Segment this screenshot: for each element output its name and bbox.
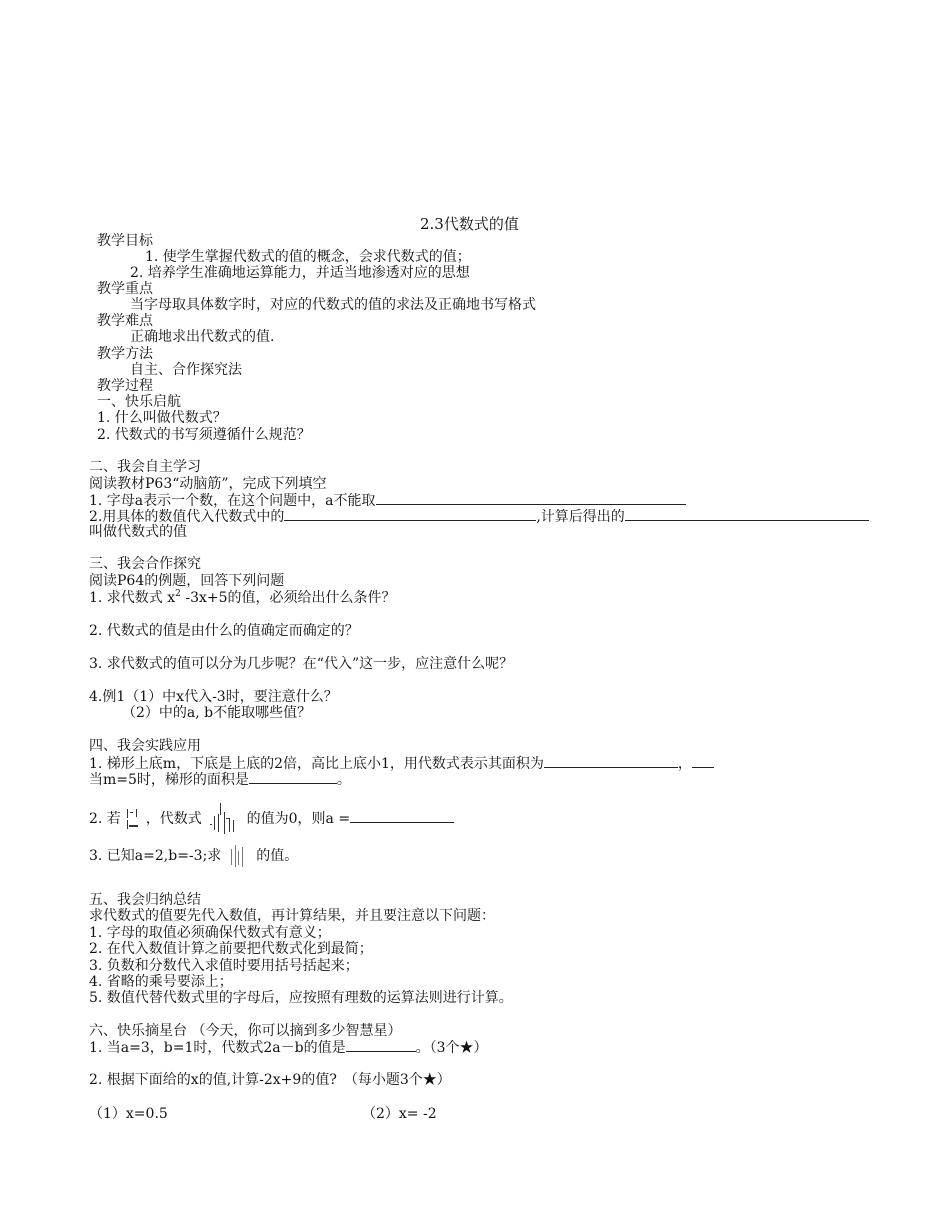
- exponent: 2: [175, 589, 181, 599]
- section-1-question: 1. 什么叫做代数式？: [97, 410, 227, 426]
- summary-item: 1. 字母的取值必须确保代数式有意义；: [89, 925, 331, 941]
- section-6-question: 2. 根据下面给的x的值,计算-2x+9的值? （每小题3个★）: [89, 1072, 451, 1088]
- answer-blank[interactable]: [346, 1039, 416, 1052]
- line-text: 当m=5时，梯形的面积是: [89, 772, 249, 788]
- section-6-part: （1）x=0.5: [89, 1106, 168, 1122]
- section-6-heading: 六、快乐摘星台 （今天，你可以摘到多少智慧星）: [89, 1023, 402, 1039]
- line-text: 的值为0，则a =: [246, 811, 351, 827]
- section-5-intro: 求代数式的值要先代入数值，再计算结果，并且要注意以下问题：: [89, 908, 495, 924]
- section-3-question: 2. 代数式的值是由什么的值确定而确定的？: [89, 623, 359, 639]
- broken-formula-image: [125, 807, 141, 831]
- section-2-line: [89, 492, 686, 509]
- objective-item: 1. 使学生掌握代数式的值的概念，会求代数式的值；: [145, 249, 471, 265]
- section-2-line: [89, 508, 869, 525]
- broken-formula-image: [226, 843, 252, 869]
- line-text: 。: [336, 772, 351, 788]
- answer-blank[interactable]: [376, 492, 686, 505]
- line-text: -3x+5的值，必须给出什么条件？: [180, 590, 396, 606]
- summary-item: 2. 在代入数值计算之前要把代数式化到最简；: [89, 941, 373, 957]
- method-text: 自主、合作探究法: [130, 362, 242, 378]
- summary-item: 3. 负数和分数代入求值时要用括号括起来；: [89, 958, 359, 974]
- section-3-question: 3. 求代数式的值可以分为几步呢？在“代入”这一步，应注意什么呢？: [89, 656, 514, 672]
- section-4-question: [89, 755, 714, 772]
- section-6-question: [89, 1039, 488, 1056]
- broken-formula-image: [206, 802, 242, 836]
- line-text: 1. 梯形上底m，下底是上底的2倍，高比上底小1，用代数式表示其面积为: [89, 756, 544, 772]
- answer-blank[interactable]: [350, 810, 454, 823]
- section-4-heading: 四、我会实践应用: [89, 738, 201, 754]
- section-4-question: [89, 843, 298, 869]
- line-text: 2.用具体的数值代入代数式中的: [89, 509, 285, 525]
- key-point-text: 当字母取具体数字时，对应的代数式的值的求法及正确地书写格式: [130, 297, 536, 313]
- summary-item: 4. 省略的乘号要添上；: [89, 974, 233, 990]
- section-3-heading: 三、我会合作探究: [89, 556, 201, 572]
- line-text: 。（3个★）: [415, 1040, 488, 1056]
- section-2-intro: 阅读教材P63“动脑筋”，完成下列填空: [89, 476, 327, 492]
- answer-blank[interactable]: [544, 755, 678, 768]
- objective-item: 2. 培养学生准确地运算能力，并适当地渗透对应的思想: [130, 265, 470, 281]
- section-2-line: 叫做代数式的值: [89, 524, 187, 540]
- key-point-heading: 教学重点: [97, 281, 153, 297]
- answer-blank[interactable]: [284, 508, 536, 521]
- line-text: 2. 若: [89, 811, 121, 827]
- section-3-question: （2）中的a, b不能取哪些值？: [122, 705, 312, 721]
- section-1-heading: 一、快乐启航: [97, 394, 181, 410]
- process-heading: 教学过程: [97, 378, 153, 394]
- method-heading: 教学方法: [97, 346, 153, 362]
- line-text: 3. 已知a=2,b=-3;求: [89, 848, 222, 864]
- line-text: ，代数式: [145, 811, 202, 827]
- difficulty-text: 正确地求出代数式的值.: [130, 329, 275, 345]
- section-4-question: [89, 771, 351, 788]
- line-text: ，: [677, 756, 692, 772]
- section-1-question: 2. 代数式的书写须遵循什么规范？: [97, 427, 311, 443]
- section-6-part: （2）x= -2: [362, 1106, 437, 1122]
- page-title: 2.3代数式的值: [420, 215, 519, 233]
- line-text: 1. 字母a表示一个数，在这个问题中，a不能取: [89, 493, 376, 509]
- line-text: ,计算后得出的: [536, 509, 625, 525]
- section-3-intro: 阅读P64的例题，回答下列问题: [89, 573, 285, 589]
- summary-item: 5. 数值代替代数式里的字母后，应按照有理数的运算法则进行计算。: [89, 990, 513, 1006]
- answer-blank[interactable]: [692, 755, 714, 768]
- section-3-question: [89, 590, 396, 606]
- section-2-heading: 二、我会自主学习: [89, 459, 201, 475]
- difficulty-heading: 教学难点: [97, 313, 153, 329]
- line-text: 1. 当a=3，b=1时，代数式2a－b的值是: [89, 1040, 346, 1056]
- section-5-heading: 五、我会归纳总结: [89, 892, 201, 908]
- line-text: 1. 求代数式 x: [89, 590, 176, 606]
- section-4-question: [89, 802, 454, 836]
- answer-blank[interactable]: [625, 508, 869, 521]
- line-text: 的值。: [256, 848, 299, 864]
- answer-blank[interactable]: [249, 771, 337, 784]
- section-3-question: 4.例1（1）中x代入-3时，要注意什么？: [89, 689, 338, 705]
- objectives-heading: 教学目标: [97, 233, 153, 249]
